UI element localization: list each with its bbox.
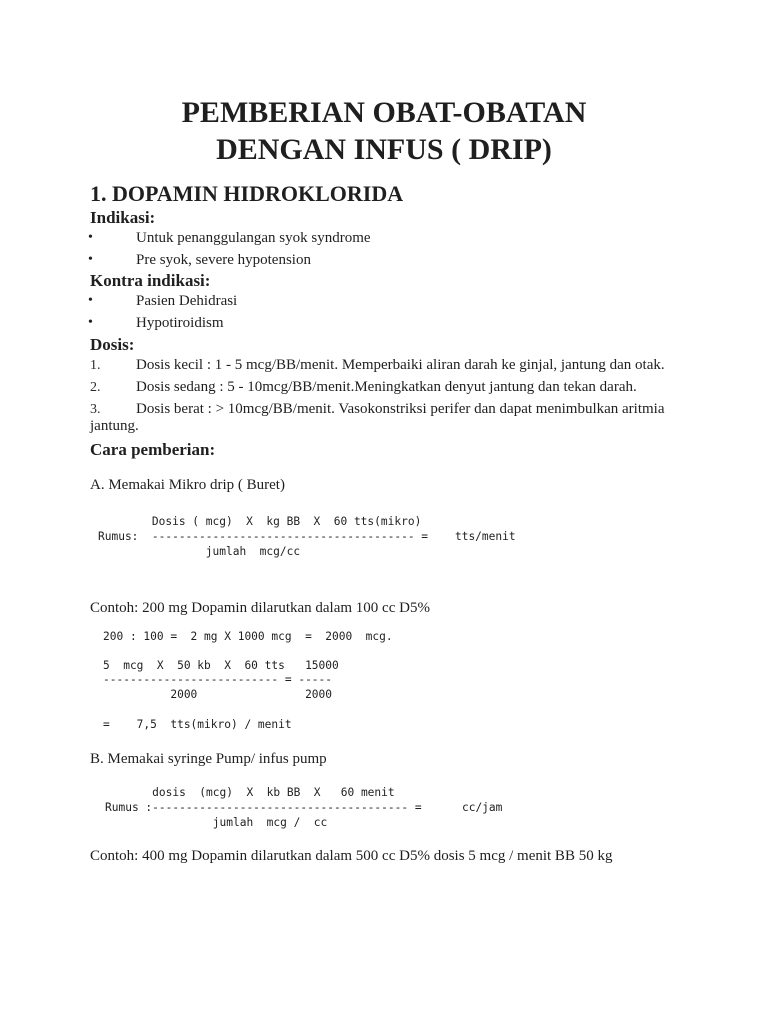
indikasi-label: Indikasi: — [90, 208, 156, 227]
formula-a-line: jumlah mcg/cc — [98, 545, 301, 558]
dosis-item: Dosis sedang : 5 - 10mcg/BB/menit.Meningkatkan denyut jantung dan tekan darah. — [136, 379, 637, 395]
example-a-calc-line: 5 mcg X 50 kb X 60 tts 15000 — [103, 659, 339, 672]
formula-a-line: Dosis ( mcg) X kg BB X 60 tts(mikro) — [98, 515, 422, 528]
example-a-calc-line: -------------------------- = ----- — [103, 673, 333, 686]
formula-a-line: Rumus: --------------------------------------- = tts/menit — [98, 530, 516, 543]
example-a-calc-line: 200 : 100 = 2 mg X 1000 mcg = 2000 mcg. — [103, 630, 393, 643]
document-title-line-1: PEMBERIAN OBAT-OBATAN — [181, 96, 587, 129]
bullet-dot: • — [88, 315, 93, 330]
method-b-heading: B. Memakai syringe Pump/ infus pump — [90, 751, 327, 767]
example-b-label: Contoh: 400 mg Dopamin dilarutkan dalam 500 cc D5% dosis 5 mcg / menit BB 50 kg — [90, 848, 613, 864]
section-heading: 1. DOPAMIN HIDROKLORIDA — [90, 181, 404, 206]
example-a-calc-line: 2000 2000 — [103, 688, 333, 701]
method-a-heading: A. Memakai Mikro drip ( Buret) — [90, 477, 285, 493]
formula-b-line: jumlah mcg / cc — [105, 816, 328, 829]
dosis-number: 3. — [90, 402, 101, 417]
dosis-label: Dosis: — [90, 335, 135, 354]
example-a-label: Contoh: 200 mg Dopamin dilarutkan dalam 100 cc D5% — [90, 600, 430, 616]
formula-b-line: Rumus :-------------------------------------- = cc/jam — [105, 801, 503, 814]
bullet-dot: • — [88, 293, 93, 308]
kontra-indikasi-item: Pasien Dehidrasi — [136, 293, 238, 309]
dosis-item: Dosis kecil : 1 - 5 mcg/BB/menit. Memperbaiki aliran darah ke ginjal, jantung dan otak. — [136, 357, 665, 373]
dosis-number: 2. — [90, 380, 101, 395]
bullet-dot: • — [88, 252, 93, 267]
cara-pemberian-label: Cara pemberian: — [90, 440, 216, 459]
kontra-indikasi-label: Kontra indikasi: — [90, 271, 211, 290]
bullet-dot: • — [88, 230, 93, 245]
dosis-item: Dosis berat : > 10mcg/BB/menit. Vasokonstriksi perifer dan dapat menimbulkan aritmia — [136, 401, 665, 417]
indikasi-item: Pre syok, severe hypotension — [136, 252, 311, 268]
indikasi-item: Untuk penanggulangan syok syndrome — [136, 230, 371, 246]
dosis-number: 1. — [90, 358, 101, 373]
document-title-line-2: DENGAN INFUS ( DRIP) — [216, 133, 552, 166]
formula-b-line: dosis (mcg) X kb BB X 60 menit — [105, 786, 395, 799]
kontra-indikasi-item: Hypotiroidism — [136, 315, 224, 331]
dosis-item-continuation: jantung. — [90, 418, 139, 434]
example-a-calc-line: = 7,5 tts(mikro) / menit — [103, 718, 292, 731]
